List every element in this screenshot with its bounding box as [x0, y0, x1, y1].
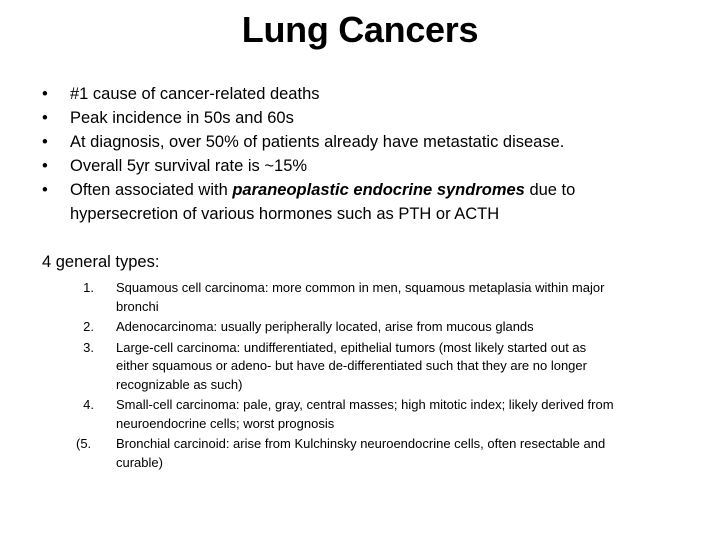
bullet-dot: •	[42, 157, 48, 175]
bullet-dot: •	[42, 85, 48, 103]
bullet-text	[70, 181, 575, 199]
type-number: 1.	[83, 280, 94, 295]
type-text-line: either squamous or adeno- but have de-differentiated such that they are no longer	[116, 358, 587, 373]
bullet-dot: •	[42, 181, 48, 199]
bullet-text-end: due to	[524, 181, 576, 199]
type-text-line: Bronchial carcinoid: arise from Kulchinsky neuroendocrine cells, often resectable and	[116, 436, 606, 451]
type-text-line: curable)	[116, 454, 163, 470]
type-text-line: Adenocarcinoma: usually peripherally located, arise from mucous glands	[116, 319, 534, 334]
bullet-item	[42, 82, 682, 106]
type-text-line: Squamous cell carcinoma: more common in men, squamous metaplasia within major	[116, 280, 605, 295]
type-text-line: recognizable as such)	[116, 376, 243, 392]
type-text-line: Small-cell carcinoma: pale, gray, central masses; high mitotic index; likely derived from	[116, 397, 614, 412]
type-item	[70, 435, 690, 472]
type-number: (5.	[76, 436, 92, 451]
type-text-line: neuroendocrine cells; worst prognosis	[116, 415, 335, 431]
bullet-text: Peak incidence in 50s and 60s	[70, 109, 294, 127]
bullet-text-start: Often associated with	[70, 181, 233, 199]
type-number: 4.	[83, 397, 94, 412]
bullet-item	[42, 154, 682, 178]
type-item	[70, 339, 690, 395]
type-item	[70, 279, 690, 316]
type-number: 3.	[83, 339, 94, 355]
type-item	[70, 396, 690, 433]
bullet-text: At diagnosis, over 50% of patients already have metastatic disease.	[70, 133, 565, 151]
bullet-text-continuation: hypersecretion of various hormones such as PTH or ACTH	[70, 205, 500, 223]
slide-title: Lung Cancers	[241, 9, 479, 50]
type-text-line: bronchi	[116, 298, 159, 314]
bullet-text: #1 cause of cancer-related deaths	[70, 85, 320, 103]
bullet-dot: •	[42, 133, 48, 151]
bullet-dot: •	[42, 109, 48, 127]
type-number: 2.	[83, 319, 94, 334]
bullet-text: Overall 5yr survival rate is ~15%	[70, 157, 308, 175]
bullet-item	[42, 130, 682, 154]
bullet-item	[42, 178, 682, 226]
type-item	[70, 318, 690, 337]
emphasis-text: paraneoplastic endocrine syndromes	[232, 181, 525, 199]
type-text-line: Large-cell carcinoma: undifferentiated, epithelial tumors (most likely started out as	[116, 339, 587, 355]
bullet-item	[42, 106, 682, 130]
general-types-label: 4 general types:	[42, 253, 160, 271]
types-list	[70, 279, 690, 474]
bullet-list	[42, 82, 682, 226]
